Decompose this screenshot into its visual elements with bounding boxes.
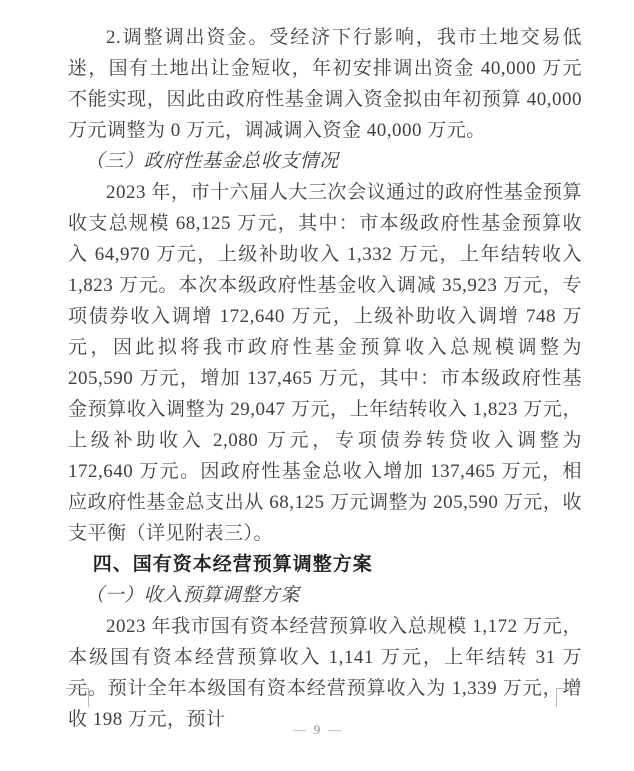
heading-gov-fund-total-revenue-expenditure: （三）政府性基金总收支情况 <box>85 151 339 172</box>
crop-mark-right-icon <box>556 688 579 707</box>
page-number-dash-right: — <box>328 722 342 737</box>
page-number-dash-left: — <box>292 722 306 737</box>
page-number: 9 <box>313 722 321 737</box>
paragraph-gov-fund-budget-details: 2023 年，市十六届人大三次会议通过的政府性基金预算收支总规模 68,125 万元，其中：市本级政府性基金预算收入 64,970 万元，上级补助收入 1,332 万元，上年结转收入 1,823 万元。本次本级政府性基金收入调减 35,923 万元，专项债券收入调增 172,640 万元，上级补助收入调增 748 万元，因此拟将我市政府性基金预算收入总规模调整为 205,590 万元，增加 137,465 万元，其中：市本级政府性基金预算收入调整为 29,047 万元，上年结转收入 1,823 万元，上级补助收入 2,080 万元，专项债券转贷收入调整为 172,640 万元。因政府性基金总收入增加 137,465 万元，相应政府性基金总支出从 68,125 万元调整为 205,590 万元，收支平衡（详见附表三）。 <box>68 182 582 544</box>
heading-state-capital-operating-budget-plan: 四、国有资本经营预算调整方案 <box>92 554 373 575</box>
crop-mark-left-icon <box>66 688 89 707</box>
paragraph-adjust-transfer-out-funds: 2.调整调出资金。受经济下行影响，我市土地交易低迷，国有土地出让金短收，年初安排调出资金 40,000 万元不能实现，因此由政府性基金调入资金拟由年初预算 40,000 万元调整为 0 万元，调减调入资金 40,000 万元。 <box>68 27 582 141</box>
document-body <box>68 22 582 735</box>
paragraph-state-capital-revenue-details: 2023 年我市国有资本经营预算收入总规模 1,172 万元，本级国有资本经营预算收入 1,141 万元，上年结转 31 万元。预计全年本级国有资本经营预算收入为 1,339 万元，增收 198 万元，预计 <box>68 616 582 730</box>
page-footer <box>0 722 634 738</box>
heading-revenue-budget-adjustment-plan: （一）收入预算调整方案 <box>85 585 300 606</box>
